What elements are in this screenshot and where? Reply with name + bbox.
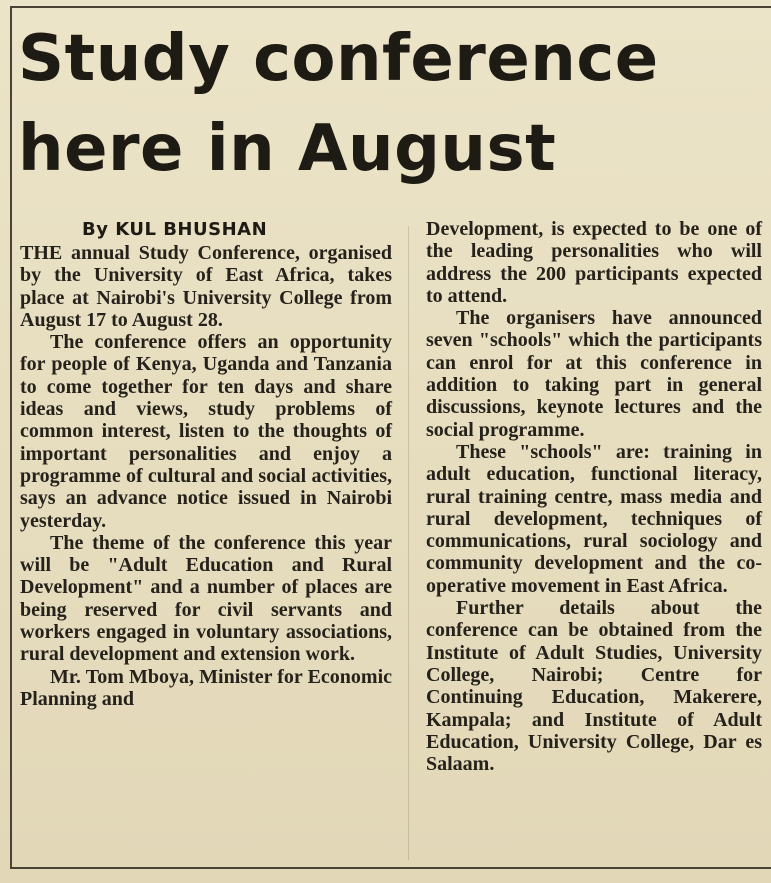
article-paragraph: These "schools" are: training in adult education, functional literacy, rural training centre, mass media and rural development, techniques of communications, rural sociology and community development and the co-operative movement in East Africa. <box>426 440 762 597</box>
left-border-rule <box>10 6 12 869</box>
column-divider <box>408 226 409 860</box>
article-column-right <box>426 218 762 775</box>
headline-line-2: here in August <box>18 112 557 186</box>
headline-line-1: Study conference <box>18 22 659 96</box>
article-paragraph: The organisers have announced seven "schools" which the participants can enrol for at this conference in addition to taking part in general discussions, keynote lectures and the social programme. <box>426 307 762 441</box>
headline <box>18 14 758 194</box>
byline: By KUL BHUSHAN <box>82 219 268 240</box>
article-column-left <box>20 242 392 710</box>
article-paragraph: The conference offers an opportunity for people of Kenya, Uganda and Tanzania to come together for ten days and share ideas and views, study problems of common interest, listen to the thoughts of important personalities and enjoy a programme of cultural and social activities, says an advance notice issued in Nairobi yesterday. <box>20 331 392 532</box>
bottom-border-rule <box>10 867 771 869</box>
article-paragraph: Mr. Tom Mboya, Minister for Economic Planning and <box>20 665 392 710</box>
article-paragraph: The theme of the conference this year will be "Adult Education and Rural Development" and a number of places are being reserved for civil servants and workers engaged in voluntary associations, rural development and extension work. <box>20 531 392 666</box>
article-paragraph: Development, is expected to be one of the leading personalities who will address the 200 participants expected to attend. <box>426 218 762 307</box>
article-paragraph: THE annual Study Conference, organised by the University of East Africa, takes place at Nairobi's University College from August 17 to August 28. <box>20 242 392 331</box>
article-paragraph: Further details about the conference can be obtained from the Institute of Adult Studies, University College, Nairobi; Centre for Continuing Education, Makerere, Kampala; and Institute of Adult Education, University College, Dar es Salaam. <box>426 597 762 776</box>
top-border-rule <box>12 6 771 8</box>
